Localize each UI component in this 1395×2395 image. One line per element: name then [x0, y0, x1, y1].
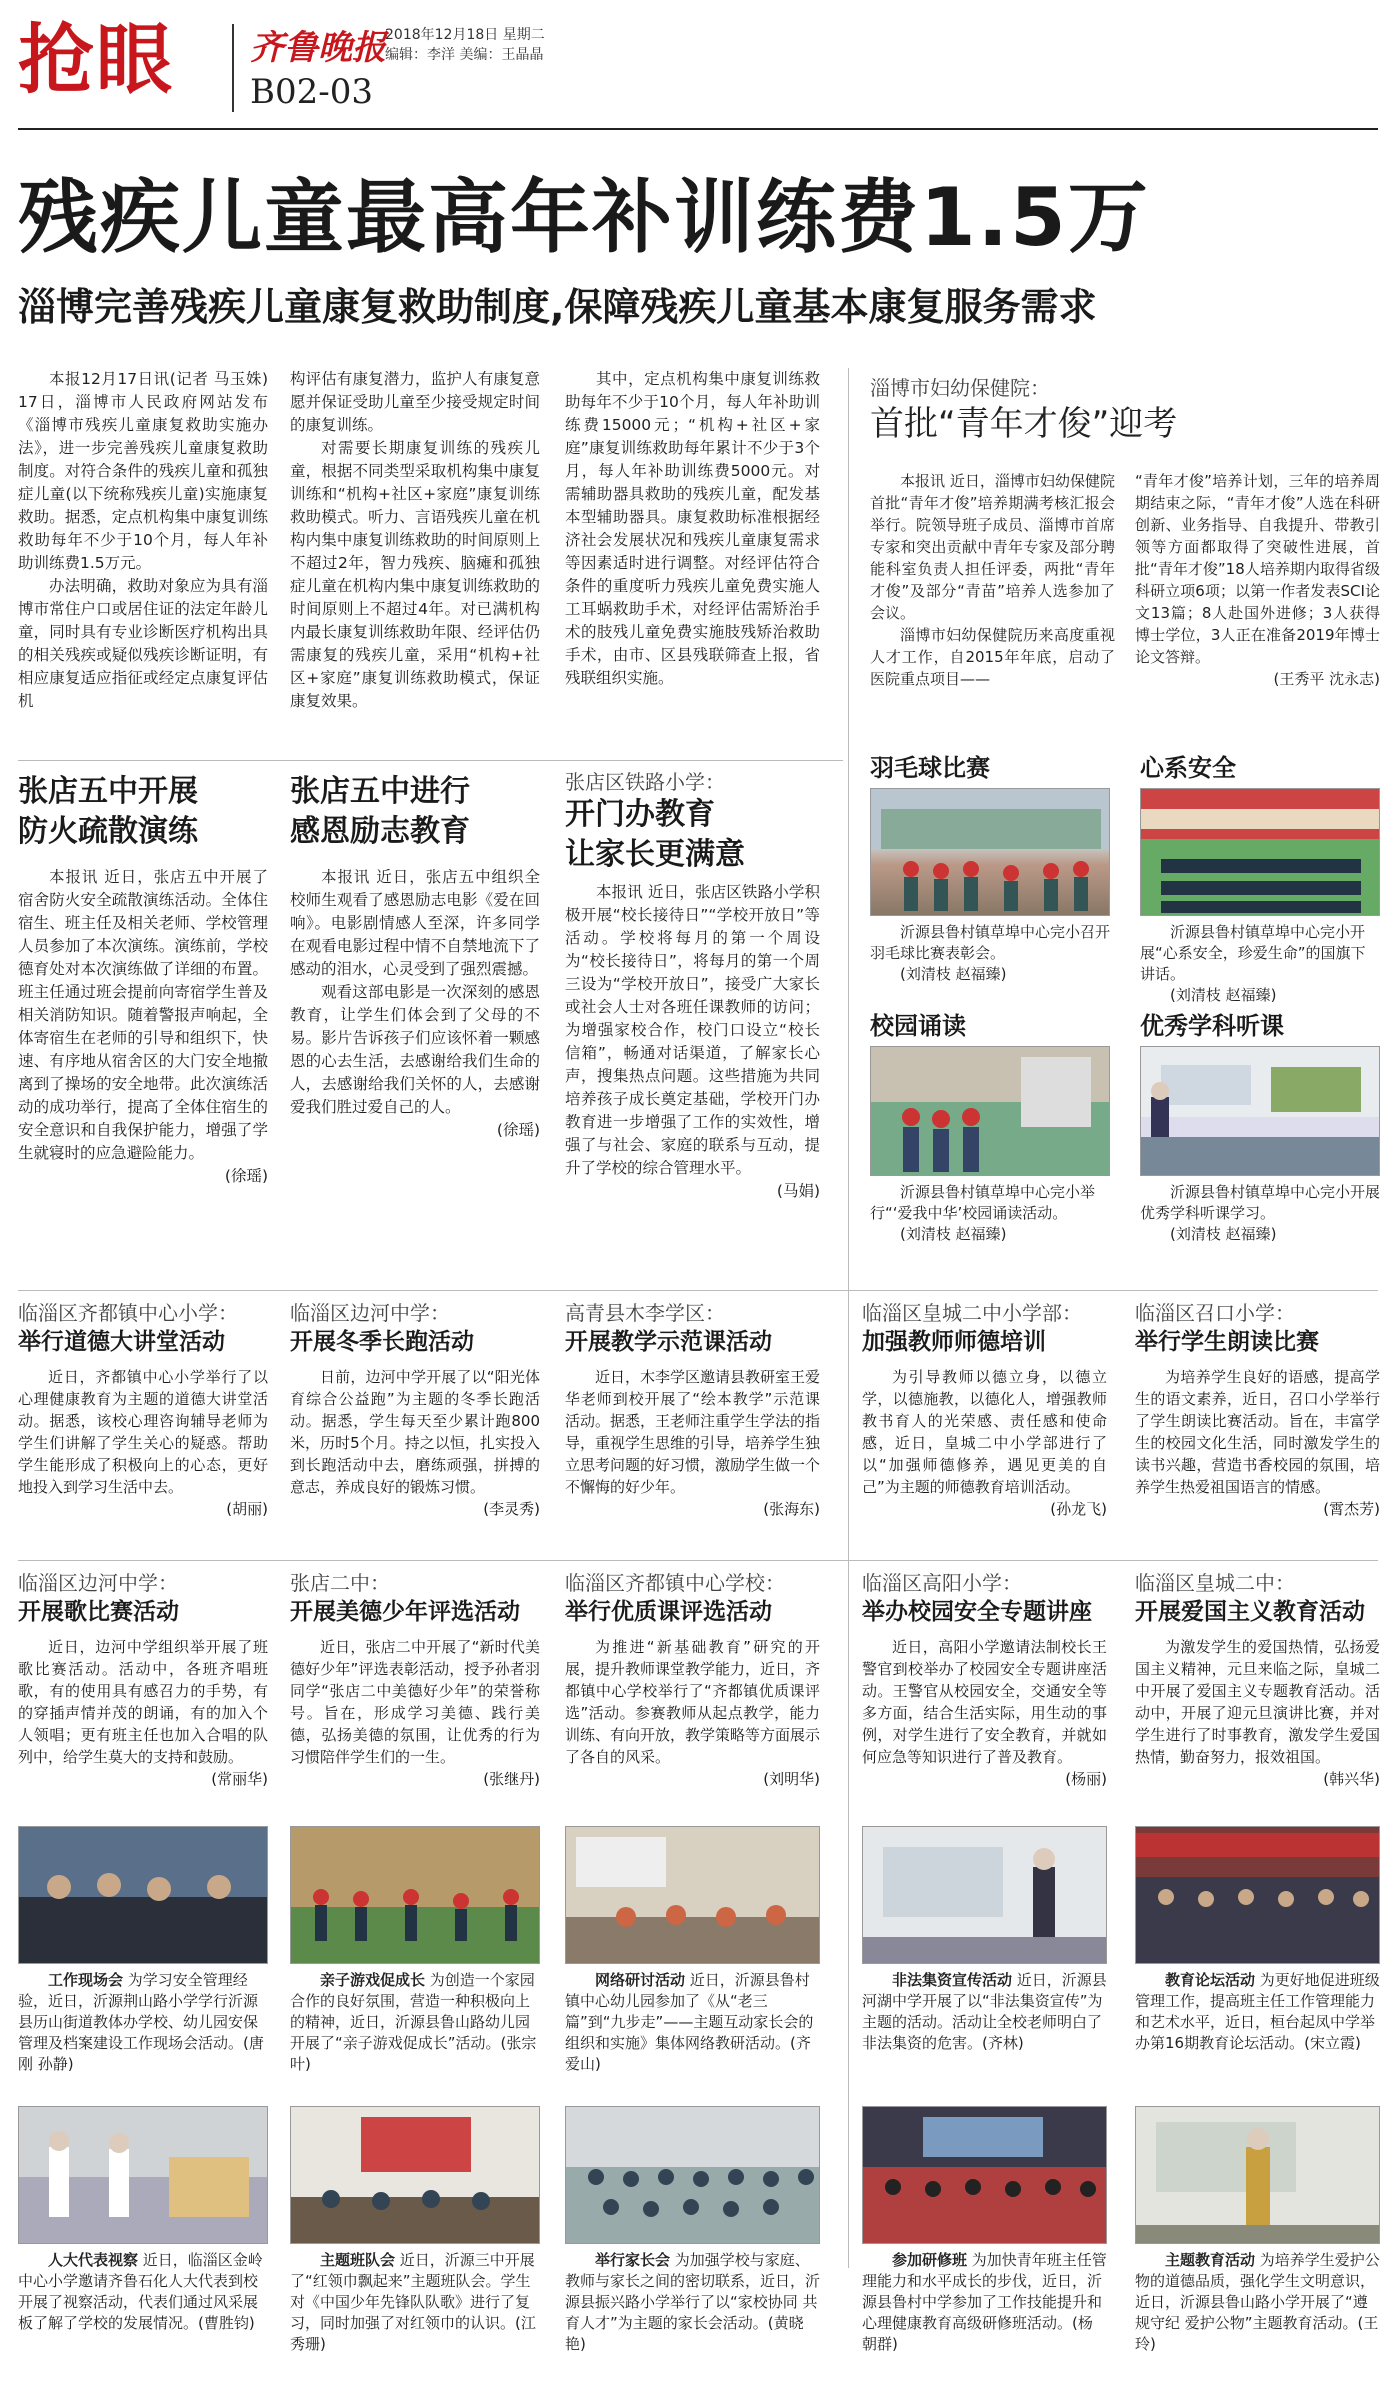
lead-paragraph: 其中，定点机构集中康复训练救助每年不少于10个月，每人年补助训练费15000元；“机构+社区+家庭”康复训练救助每年累计不少于3个月，每人年补助训练费5000元。对需辅助器具救助的残疾儿童，配发基本型辅助器具。康复救助标准根据经济社会发展状况和残疾儿童康复需求等因素适时进行调整。对经评估符合条件的重度听力残疾儿童免费实施人工耳蜗救助手术，对经评估需矫治手术的肢残儿童免费实施肢残矫治救助手术，由市、区县残联筛查上报，省残联组织实施。 [565, 370, 820, 687]
photo-author: (黄晓艳) [565, 2314, 804, 2353]
lead-column-3 [565, 368, 820, 690]
training-photo [862, 2106, 1107, 2244]
brief-patriotic [1135, 1570, 1380, 1790]
brief-headline: 开展美德少年评选活动 [290, 1599, 520, 1625]
brief-headline: 举行道德大讲堂活动 [18, 1329, 225, 1355]
brief-body: 为培养学生良好的语感，提高学生的语文素养，近日，召口小学举行了学生朗读比赛活动。旨在，丰富学生的校园文化生活，同时激发学生的读书兴趣，营造书香校园的氛围，培养学生热爱祖国语言的情感。 [1135, 1368, 1380, 1496]
meeting-photo-image [19, 1827, 268, 1964]
brief-author: (常丽华) [211, 1770, 268, 1788]
brief-headline: 举办校园安全专题讲座 [862, 1599, 1092, 1625]
fundraising-photo [862, 1826, 1107, 1964]
feature-title: 首批“青年才俊”迎考 [870, 404, 1178, 444]
parent-child-photo [290, 1826, 540, 1964]
lead-paragraph: 本报12月17日讯(记者 马玉姝) 17日，淄博市人民政府网站发布《淄博市残疾儿童康复救助实施办法》，进一步完善残疾儿童康复救助制度。对符合条件的残疾儿童和孤独症儿童(以下统称残疾儿童)实施康复救助。据悉，定点机构集中康复训练救助每年不少于10个月，每人年补助训练费1.5万元。 [18, 370, 268, 572]
seminar-photo-image [566, 1827, 820, 1964]
masthead-divider [232, 24, 234, 112]
brief-region: 张店二中： [290, 1571, 390, 1595]
feature-paragraph: 本报讯 近日，淄博市妇幼保健院首批“青年才俊”培养期满考核汇报会举行。院领导班子成员、淄博市首席专家和突出贡献中青年专家及部分聘能科室负责人担任评委，两批“青年才俊”及部分“青苗”培养人选参加了会议。 [870, 472, 1115, 622]
feature-paragraph: 淄博市妇幼保健院历来高度重视人才工作，自2015年年底，启动了医院重点项目—— [870, 626, 1115, 688]
paper-name: 齐鲁晚报 [250, 28, 386, 68]
masthead-rule [18, 128, 1378, 130]
lead-paragraph: 构评估有康复潜力，监护人有康复意愿并保证受助儿童至少接受规定时间的康复训练。 [290, 370, 540, 434]
brief-body: 为激发学生的爱国热情，弘扬爱国主义精神，元旦来临之际，皇城二中开展了爱国主义专题教育活动。活动中，开展了迎元旦演讲比赛，并对学生进行了时事教育，激发学生爱国热情，勤奋努力，报效祖国。 [1135, 1638, 1380, 1766]
story-headline: 张店五中进行 [290, 774, 470, 809]
brief-body: 近日，边河中学组织举开展了班歌比赛活动。活动中，各班齐唱班歌，有的使用具有感召力的手势，有的穿插声情并茂的朗诵，有的加入个人领唱；更有班主任也加入合唱的队列中，给学生莫大的支持和鼓励。 [18, 1638, 268, 1766]
row-divider [18, 1560, 1378, 1561]
photo-author: (刘清枝 赵福臻) [900, 965, 1007, 983]
photo-author: (刘清枝 赵福臻) [900, 1225, 1007, 1243]
photo-headline: 心系安全 [1140, 754, 1236, 782]
lead-title: 残疾儿童最高年补训练费1.5万 [18, 171, 1150, 264]
brief-headline: 加强教师师德培训 [862, 1329, 1046, 1355]
photo-label: 主题教育活动 [1165, 2251, 1256, 2269]
recital-photo-image [871, 1047, 1110, 1176]
brief-class-song [18, 1570, 268, 1790]
story-body: 本报讯 近日，张店五中组织全校师生观看了感恩励志电影《爱在回响》。电影剧情感人至深，许多同学在观看电影过程中情不自禁地流下了感动的泪水，心灵受到了强烈震撼。 [290, 868, 540, 978]
badminton-photo [870, 788, 1110, 916]
photo-author: (张宗叶) [290, 2034, 537, 2073]
brief-headline: 开展歌比赛活动 [18, 1599, 179, 1625]
brief-region: 临淄区齐都镇中心学校： [565, 1571, 785, 1595]
photo-brief-training [862, 2106, 1107, 2355]
brief-virtue-youth [290, 1570, 540, 1790]
photo-caption: 近日，沂源县河湖中学开展了以“非法集资宣传”为主题的活动。活动让全校老师明白了非法集资的危害。 [862, 1971, 1107, 2052]
forum-photo [1135, 1826, 1380, 1964]
brief-author: (刘明华) [763, 1770, 820, 1788]
deputies-photo [18, 2106, 268, 2244]
brief-region: 临淄区边河中学： [290, 1301, 450, 1325]
feature-column-1 [870, 470, 1115, 690]
brief-winter-run [290, 1300, 540, 1520]
photo-caption: 近日，临淄区金岭中心小学邀请齐鲁石化人大代表到校开展了视察活动，代表们通过风采展板了解了学校的发展情况。 [18, 2251, 263, 2332]
brief-demo-class [565, 1300, 820, 1520]
photo-label: 人大代表视察 [48, 2251, 139, 2269]
brief-headline: 开展冬季长跑活动 [290, 1329, 474, 1355]
photo-label: 非法集资宣传活动 [892, 1971, 1013, 1989]
photo-author: (刘清枝 赵福臻) [1170, 1225, 1277, 1243]
training-photo-image [863, 2107, 1107, 2244]
column-divider [848, 368, 849, 2268]
photo-caption: 为加快青年班主任管理能力和水平成长的步伐，近日，沂源县鲁村中学参加了工作技能提升和心理健康教育高级研修班活动。 [862, 2251, 1107, 2332]
feature-kicker: 淄博市妇幼保健院： [870, 376, 1050, 400]
story-body: 本报讯 近日，张店区铁路小学积极开展“校长接待日”“学校开放日”等活动。学校将每月的第一个周设为“校长接待日”，将每月的第一个周三设为“学校开放日”，接受广大家长或社会人士对各班任课教师的访问；为增强家校合作，校门口设立“校长信箱”，畅通对话渠道，了解家长心声，搜集热点问题。这些措施为共同培养孩子成长奠定基础，学校开门办教育进一步增强了工作的实效性，增强了与社会、家庭的联系与互动，提升了学校的综合管理水平。 [565, 883, 820, 1177]
photo-brief-deputies [18, 2106, 268, 2334]
feature-author: (王秀平 沈永志) [1273, 670, 1380, 688]
photo-caption: 沂源县鲁村镇草埠中心完小开展“心系安全，珍爱生命”的国旗下讲话。 [1140, 923, 1366, 983]
photo-headline: 校园诵读 [870, 1012, 966, 1040]
theme-education-photo-image [1136, 2107, 1380, 2244]
class-meeting-photo [290, 2106, 540, 2244]
photo-author: (杨朝群) [862, 2314, 1093, 2353]
photo-brief-forum [1135, 1826, 1380, 2054]
brief-safety-lecture [862, 1570, 1107, 1790]
photo-label: 工作现场会 [48, 1971, 124, 1989]
photo-author: (齐爱山) [565, 2034, 811, 2073]
story-fire-drill [18, 772, 268, 1188]
brief-body: 日前，边河中学开展了以“阳光体育综合公益跑”为主题的冬季长跑活动。据悉，学生每天至少累计跑800米，历时5个月。持之以恒，扎实投入到长跑活动中去，磨练顽强，拼搏的意志，养成良好的锻炼习惯。 [290, 1368, 540, 1496]
photo-brief-theme-education [1135, 2106, 1380, 2355]
brief-headline: 举行优质课评选活动 [565, 1599, 772, 1625]
story-body: 本报讯 近日，张店五中开展了宿舍防火安全疏散演练活动。全体住宿生、班主任及相关老师、学校管理人员参加了本次演练。演练前，学校德育处对本次演练做了详细的布置。班主任通过班会提前向寄宿学生普及相关消防知识。随着警报声响起，全体寄宿生在老师的引导和组织下，快速、有序地从宿舍区的大门安全地撤离到了操场的安全地带。此次演练活动的成功举行，提高了全体住宿生的安全意识和自我保护能力，增强了学生就寝时的应急避险能力。 [18, 868, 268, 1162]
photo-headline: 优秀学科听课 [1140, 1012, 1284, 1040]
photo-brief-meeting [18, 1826, 268, 2075]
brief-author: (张海东) [763, 1500, 820, 1518]
row-divider [18, 760, 843, 761]
date-line: 2018年12月18日 星期二 [385, 27, 545, 43]
feature-column-2 [1135, 470, 1380, 690]
photo-caption: 为更好地促进班级管理工作，提高班主任工作管理能力和艺术水平，近日，桓台起凤中学举办第16期教育论坛活动。 [1135, 1971, 1380, 2052]
story-headline: 张店五中开展 [18, 774, 198, 809]
photo-author: (王玲) [1135, 2314, 1379, 2353]
brief-author: (杨丽) [1065, 1770, 1107, 1788]
brief-headline: 开展教学示范课活动 [565, 1329, 772, 1355]
photo-brief-illegal-fundraising [862, 1826, 1107, 2054]
photo-brief-parent-child [290, 1826, 540, 2075]
class-meeting-photo-image [291, 2107, 540, 2244]
photo-recital [870, 1010, 1110, 1245]
badminton-photo-image [871, 789, 1110, 916]
theme-education-photo [1135, 2106, 1380, 2244]
safety-photo-image [1141, 789, 1380, 916]
photo-author: (齐林) [982, 2034, 1024, 2052]
parents-meeting-photo-image [566, 2107, 820, 2244]
brief-body: 近日，齐都镇中心小学举行了以心理健康教育为主题的道德大讲堂活动。据悉，该校心理咨询辅导老师为学生们讲解了学生关心的疑惑。帮助学生能形成了积极向上的心态，更好地投入到学习生活中去。 [18, 1368, 268, 1496]
photo-badminton [870, 752, 1110, 985]
brief-author: (韩兴华) [1323, 1770, 1380, 1788]
brief-region: 临淄区召口小学： [1135, 1301, 1295, 1325]
story-kicker: 张店区铁路小学： [565, 770, 725, 794]
class-photo [1140, 1046, 1380, 1176]
section-title: 抢眼 [18, 15, 174, 104]
photo-class-observation [1140, 1010, 1380, 1245]
row-divider [18, 1290, 1378, 1291]
photo-caption: 近日，沂源三中开展了“红领巾飘起来”主题班队会。学生对《中国少年先锋队队歌》进行了复习，同时加强了对红领巾的认识。 [290, 2251, 535, 2332]
photo-brief-parents-meeting [565, 2106, 820, 2355]
photo-author: (宋立霞) [1304, 2034, 1361, 2052]
photo-label: 亲子游戏促成长 [320, 1971, 426, 1989]
photo-label: 参加研修班 [892, 2251, 968, 2269]
photo-brief-class-meeting [290, 2106, 540, 2355]
photo-label: 主题班队会 [320, 2251, 396, 2269]
forum-photo-image [1136, 1827, 1380, 1964]
brief-author: (胡丽) [226, 1500, 268, 1518]
deputies-photo-image [19, 2107, 268, 2244]
brief-region: 临淄区皇城二中小学部： [862, 1301, 1082, 1325]
lead-paragraph: 办法明确，救助对象应为具有淄博市常住户口或居住证的法定年龄儿童，同时具有专业诊断医疗机构出具的相关残疾或疑似残疾诊断证明，有相应康复适应指征或经定点康复评估机 [18, 577, 268, 710]
photo-caption: 沂源县鲁村镇草埠中心完小举行“‘爱我中华’校园诵读活动。 [870, 1183, 1096, 1222]
brief-author: (孙龙飞) [1050, 1500, 1107, 1518]
story-headline: 开门办教育 [565, 797, 715, 832]
parents-meeting-photo [565, 2106, 820, 2244]
seminar-photo [565, 1826, 820, 1964]
brief-headline: 开展爱国主义教育活动 [1135, 1599, 1365, 1625]
editor-line: 编辑：李洋 美编：王晶晶 [385, 47, 544, 63]
brief-ethics-training [862, 1300, 1107, 1520]
brief-region: 临淄区高阳小学： [862, 1571, 1022, 1595]
brief-body: 为引导教师以德立身，以德立学，以德施教，以德化人，增强教师教书育人的光荣感、责任感和使命感，近日，皇城二中小学部进行了以“加强师德修养，遇见更美的自己”为主题的师德教育培训活动。 [862, 1368, 1107, 1496]
photo-author: (江秀珊) [290, 2314, 536, 2353]
story-author: (徐瑶) [224, 1167, 268, 1185]
photo-headline: 羽毛球比赛 [870, 754, 990, 782]
brief-moral-lecture [18, 1300, 268, 1520]
brief-body: 近日，张店二中开展了“新时代美德好少年”评选表彰活动，授予孙者羽同学“张店二中美德好少年”的荣誉称号。旨在，形成学习美德、践行美德，弘扬美德的氛围，让优秀的行为习惯陪伴学生们的一生。 [290, 1638, 540, 1766]
feature-paragraph: “青年才俊”培养计划，三年的培养周期结束之际，“青年才俊”人选在科研创新、业务指导、自我提升、带教引领等方面都取得了突破性进展，首批“青年才俊”18人培养期内取得省级科研立项6项；以第一作者发表SCI论文13篇；8人赴国外进修；3人获得博士学位，3人正在准备2019年博士论文答辩。 [1135, 472, 1380, 666]
photo-brief-online-seminar [565, 1826, 820, 2075]
photo-label: 教育论坛活动 [1165, 1971, 1256, 1989]
story-author: (徐瑶) [496, 1121, 540, 1139]
photo-safety [1140, 752, 1380, 1006]
photo-caption: 为培养学生爱护公物的道德品质，强化学生文明意识，近日，沂源县鲁山路小学开展了“遵规守纪 爱护公物”主题教育活动。 [1135, 2251, 1380, 2332]
brief-body: 近日，木李学区邀请县教研室王爱华老师到校开展了“绘本教学”示范课活动。据悉，王老师注重学生学法的指导，重视学生思维的引导，培养学生独立思考问题的好习惯，激励学生做一个不懈悔的好少年。 [565, 1368, 821, 1496]
story-headline: 防火疏散演练 [18, 814, 198, 849]
lead-column-2 [290, 368, 540, 713]
photo-author: (唐刚 孙静) [18, 2034, 264, 2073]
story-author: (马娟) [776, 1182, 820, 1200]
story-body: 观看这部电影是一次深刻的感恩教育，让学生们体会到了父母的不易。影片告诉孩子们应该怀着一颗感恩的心去生活，去感谢给我们生命的人，去感谢给我们关怀的人，去感谢爱我们胜过爱自己的人。 [290, 983, 540, 1116]
page-code: B02-03 [250, 72, 374, 112]
photo-label: 网络研讨活动 [595, 1971, 686, 1989]
parent-child-photo-image [291, 1827, 540, 1964]
story-open-school [565, 766, 820, 1203]
photo-caption: 为学习安全管理经验，近日，沂源荆山路小学学行沂源县历山街道教体办学校、幼儿园安保管理及档案建设工作现场会活动。 [18, 1971, 259, 2052]
brief-region: 临淄区边河中学： [18, 1571, 178, 1595]
lead-paragraph: 对需要长期康复训练的残疾儿童，根据不同类型采取机构集中康复训练和“机构+社区+家庭”康复训练救助模式。听力、言语残疾儿童在机构内集中康复训练救助的时间原则上不超过2年，智力残疾、脑瘫和孤独症儿童在机构内集中康复训练救助的时间原则上不超过4年。对已满机构内最长康复训练救助年限、经评估仍需康复的残疾儿童，采用“机构+社区+家庭”康复训练救助模式，保证康复效果。 [290, 439, 540, 710]
brief-reading-contest [1135, 1300, 1380, 1520]
brief-region: 临淄区皇城二中： [1135, 1571, 1295, 1595]
recital-photo [870, 1046, 1110, 1176]
brief-region: 临淄区齐都镇中心小学： [18, 1301, 238, 1325]
safety-photo [1140, 788, 1380, 916]
brief-author: (霄杰芳) [1323, 1500, 1380, 1518]
photo-author: (刘清枝 赵福臻) [1170, 986, 1277, 1004]
story-headline: 感恩励志教育 [290, 814, 470, 849]
photo-caption: 为加强学校与家庭、教师与家长之间的密切联系，近日，沂源县振兴路小学举行了以“家校协同 共育人才”为主题的家长会活动。 [565, 2251, 821, 2332]
lead-column-1 [18, 368, 268, 713]
brief-author: (张继丹) [483, 1770, 540, 1788]
photo-caption: 沂源县鲁村镇草埠中心完小开展优秀学科听课学习。 [1140, 1183, 1381, 1222]
photo-caption: 沂源县鲁村镇草埠中心完小召开羽毛球比赛表彰会。 [870, 923, 1111, 962]
photo-caption: 为创造一个家园合作的良好氛围，营造一种积极向上的精神，近日，沂源县鲁山路幼儿园开展了“亲子游戏促成长”活动。 [290, 1971, 535, 2052]
fundraising-photo-image [863, 1827, 1107, 1964]
brief-body: 为推进“新基础教育”研究的开展，提升教师课堂教学能力，近日，齐都镇中心学校举行了“齐都镇优质课评选”活动。参赛教师从起点教学，能力训练、有向开放，教学策略等方面展示了各自的风采。 [565, 1638, 821, 1766]
photo-label: 举行家长会 [595, 2251, 671, 2269]
brief-quality-class [565, 1570, 820, 1790]
meeting-photo [18, 1826, 268, 1964]
lead-subtitle: 淄博完善残疾儿童康复救助制度,保障残疾儿童基本康复服务需求 [18, 285, 1097, 329]
photo-caption: 近日，沂源县鲁村镇中心幼儿园参加了《从“老三篇”到“九步走”——主题互动家长会的组织和实施》集体网络教研活动。 [565, 1971, 814, 2052]
brief-region: 高青县木李学区： [565, 1301, 725, 1325]
photo-author: (曹胜钧) [198, 2314, 255, 2332]
brief-headline: 举行学生朗读比赛 [1135, 1329, 1319, 1355]
story-gratitude [290, 772, 540, 1142]
story-headline: 让家长更满意 [565, 837, 745, 872]
brief-body: 近日，高阳小学邀请法制校长王警官到校举办了校园安全专题讲座活动。王警官从校园安全，交通安全等多方面，结合生活实际，用生动的事例，对学生进行了安全教育，并就如何应急等知识进行了普及教育。 [862, 1638, 1107, 1766]
class-photo-image [1141, 1047, 1380, 1176]
brief-author: (李灵秀) [483, 1500, 540, 1518]
